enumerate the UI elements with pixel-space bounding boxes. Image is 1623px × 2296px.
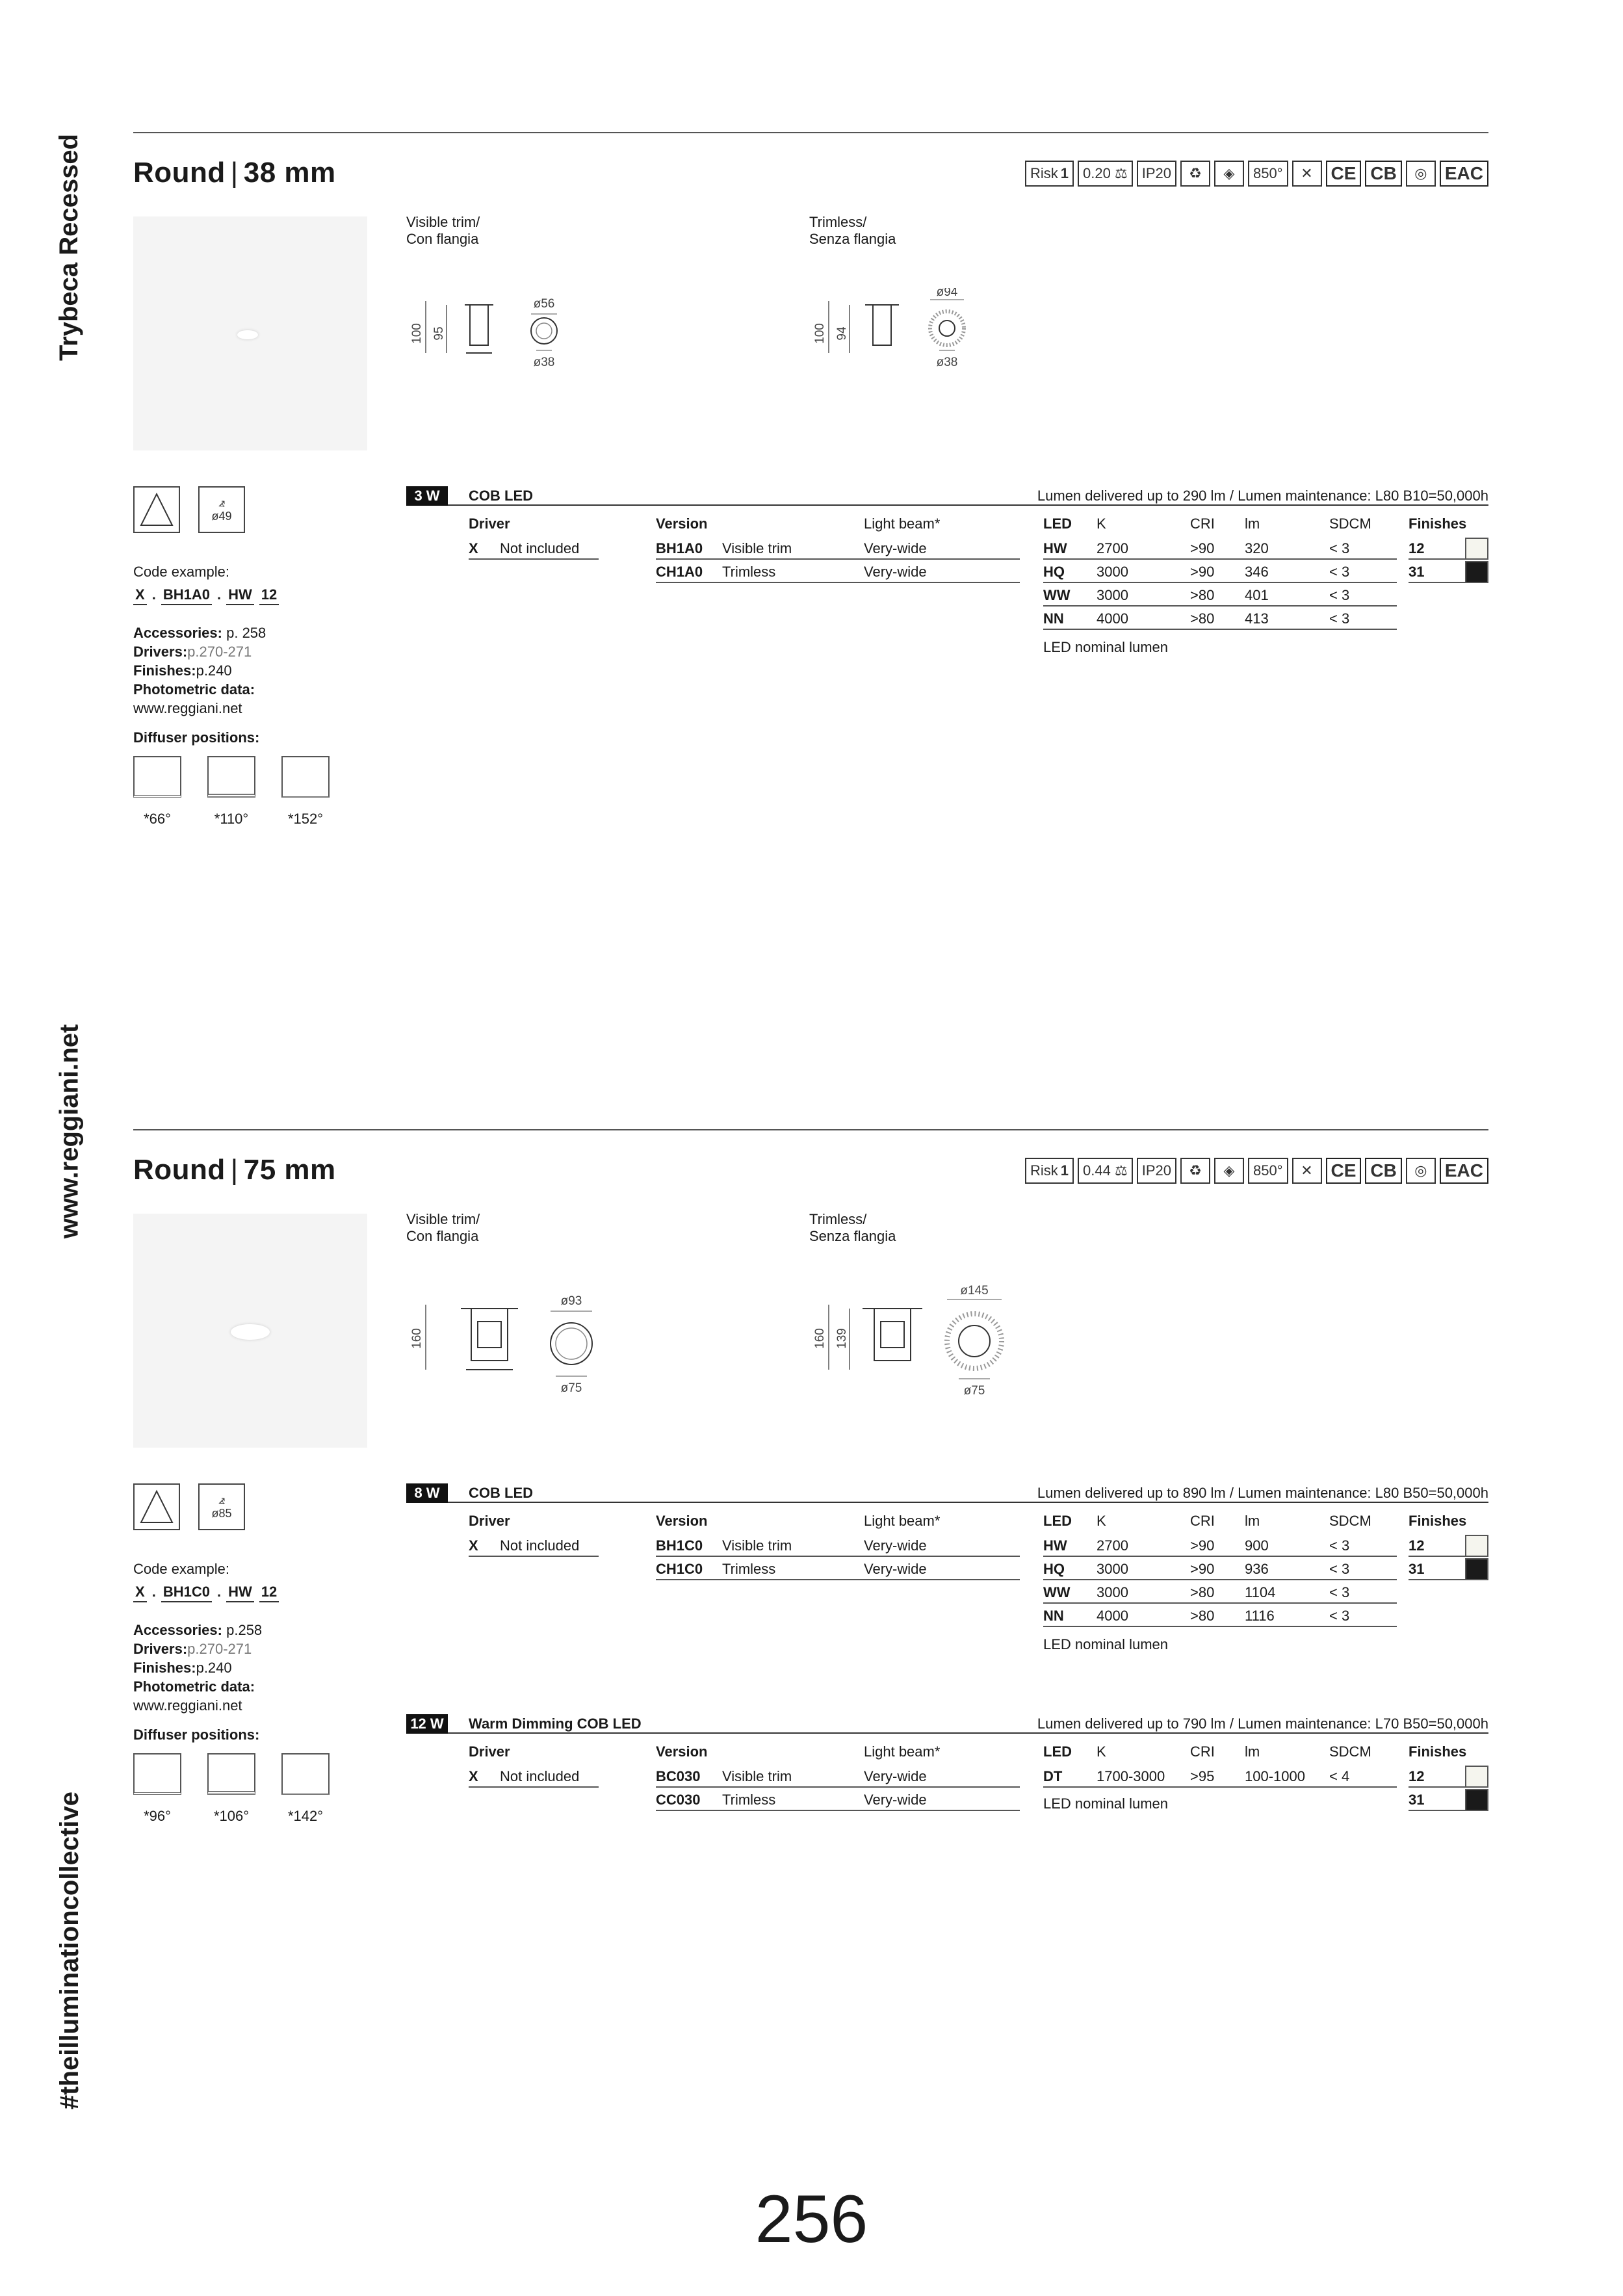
dim-diameter-outer: ø56: [533, 297, 555, 311]
trimless-drawing: [809, 1273, 1017, 1410]
watt-badge: 12 W: [406, 1714, 448, 1734]
led-row[interactable]: WW 3000 >80 401 < 3: [1043, 584, 1397, 607]
diffuser-label: Diffuser positions:: [133, 729, 260, 746]
certification-strip: [1025, 1158, 1488, 1184]
tilt-diameter: ø49: [211, 510, 232, 523]
driver-row[interactable]: X Not included: [469, 1766, 599, 1788]
driver-row[interactable]: X Not included: [469, 1535, 599, 1557]
tilt-diameter: ø85: [211, 1507, 232, 1520]
cb-mark-icon: CB: [1365, 161, 1401, 187]
tilt-icon: ⦨ ø49: [198, 486, 245, 533]
title-size: 75 mm: [243, 1154, 336, 1186]
lumen-info: Lumen delivered up to 290 lm / Lumen maintenance: L80 B10=50,000h: [1037, 488, 1488, 504]
section-title: Round | 38 mm: [133, 157, 336, 189]
dim-height-total: 160: [813, 1328, 827, 1349]
diffuser-position: *142°: [281, 1753, 330, 1825]
product-info: Code example: X . BH1C0 . HW 12 Accessories: p.258 Drivers:p.270-271 Finishes:p.240 Photometric data: www.reggiani.net Diffuser positions: *96° *106° *142°: [133, 1559, 330, 1825]
weight-badge: 0.44 ⚖: [1078, 1158, 1133, 1184]
led-type: COB LED: [469, 1485, 533, 1501]
diffuser-position: *106°: [207, 1753, 255, 1825]
product-photo: [133, 216, 367, 450]
drivers-page-link[interactable]: p.270-271: [187, 1641, 252, 1657]
led-row[interactable]: DT 1700-3000 >95 100-1000 < 4: [1043, 1766, 1397, 1788]
led-type: Warm Dimming COB LED: [469, 1715, 642, 1732]
side-hashtag-text: #theilluminationcollective: [55, 1791, 84, 2109]
section-divider: [133, 1129, 1488, 1130]
watt-badge: 8 W: [406, 1483, 448, 1503]
dim-diameter-inner: ø38: [936, 356, 958, 369]
product-hole: [237, 330, 258, 339]
dim-diameter-outer: ø93: [560, 1294, 582, 1308]
dim-diameter-outer: ø94: [936, 288, 958, 299]
finish-swatch-black: [1465, 1789, 1488, 1811]
dim-height-body: 139: [835, 1328, 849, 1349]
led-row[interactable]: HQ 3000 >90 346 < 3: [1043, 561, 1397, 583]
variant-band-12w: [406, 1714, 1488, 1734]
photometric-link[interactable]: www.reggiani.net: [133, 700, 242, 716]
led-note: LED nominal lumen: [1043, 1795, 1168, 1812]
risk-badge: Risk 1: [1025, 161, 1074, 187]
dim-diameter-outer: ø145: [960, 1284, 989, 1298]
version-row[interactable]: CH1C0 Trimless Very-wide: [656, 1558, 1020, 1580]
visible-trim-drawing: [406, 288, 575, 392]
beam-icons: [133, 486, 245, 533]
spec-table-12w: Driver Version Light beam* LED K CRI lm SDCM Finishes X Not included BC030 Visible trim Very-wide CC030 Trimless Very-wide DT 1700-3000 >95 100-1000 < 4 LED nominal lumen 12 31: [406, 1743, 1488, 1821]
cb-mark-icon: CB: [1365, 1158, 1401, 1184]
ce-mark-icon: CE: [1326, 1158, 1362, 1184]
weight-icon: ⚖: [1115, 165, 1128, 181]
product-hole: [231, 1324, 270, 1340]
led-row[interactable]: NN 4000 >80 1116 < 3: [1043, 1605, 1397, 1627]
section-divider: [133, 132, 1488, 133]
dim-height-total: 100: [410, 323, 424, 344]
spec-table-3w: Driver Version Light beam* LED K CRI lm SDCM Finishes X Not included BH1A0 Visible trim Very-wide CH1A0 Trimless Very-wide HW 2700 >90 320 < 3 HQ 3000 >90 346 < 3 WW 3000 >80 401 < 3 NN 4000 >80 413 < 3 LED nominal lumen 12 31: [406, 515, 1488, 646]
dim-height-body: 94: [835, 326, 849, 341]
version-row[interactable]: CC030 Trimless Very-wide: [656, 1789, 1020, 1811]
dim-diameter-inner: ø75: [963, 1384, 985, 1398]
finish-row[interactable]: 12: [1409, 1766, 1488, 1788]
trimless-label: Trimless/ Senza flangia: [809, 214, 896, 247]
led-row[interactable]: WW 3000 >80 1104 < 3: [1043, 1582, 1397, 1604]
product-section-38mm: [133, 132, 1488, 847]
tilt-icon: ⦨ ø85: [198, 1483, 245, 1530]
code-example: X . BH1C0 . HW 12: [133, 1582, 330, 1602]
no-insulation-icon: ✕: [1292, 1158, 1322, 1184]
dim-diameter-inner: ø75: [560, 1381, 582, 1395]
diffuser-position: *66°: [133, 756, 181, 828]
side-series-text: Trybeca Recessed: [55, 133, 84, 361]
led-row[interactable]: HW 2700 >90 900 < 3: [1043, 1535, 1397, 1557]
diffuser-label: Diffuser positions:: [133, 1727, 260, 1743]
ccc-mark-icon: ◎: [1406, 1158, 1436, 1184]
glow-wire-badge: 850°: [1248, 161, 1288, 187]
code-example: X . BH1A0 . HW 12: [133, 585, 330, 605]
finish-row[interactable]: 12: [1409, 538, 1488, 560]
side-series-label: [40, 117, 99, 377]
watt-badge: 3 W: [406, 486, 448, 506]
variant-band-8w: [406, 1483, 1488, 1503]
photometric-link[interactable]: www.reggiani.net: [133, 1697, 242, 1714]
ip-badge: IP20: [1137, 1158, 1176, 1184]
led-row[interactable]: HW 2700 >90 320 < 3: [1043, 538, 1397, 560]
code-example-label: Code example:: [133, 564, 229, 580]
title-size: 38 mm: [243, 157, 336, 189]
section-title: Round | 75 mm: [133, 1154, 336, 1186]
diffuser-position: *152°: [281, 756, 330, 828]
finish-swatch-white: [1465, 1535, 1488, 1557]
spec-table-8w: Driver Version Light beam* LED K CRI lm SDCM Finishes X Not included BH1C0 Visible trim Very-wide CH1C0 Trimless Very-wide HW 2700 >90 900 < 3 HQ 3000 >90 936 < 3 WW 3000 >80 1104 < 3 NN 4000 >80 1116 < 3 LED nominal lumen 12 31: [406, 1513, 1488, 1643]
beam-triangle-icon: [133, 1483, 180, 1530]
page-number: 256: [755, 2182, 868, 2257]
finish-swatch-black: [1465, 561, 1488, 583]
led-row[interactable]: NN 4000 >80 413 < 3: [1043, 608, 1397, 630]
finish-row[interactable]: 31: [1409, 561, 1488, 583]
code-example-label: Code example:: [133, 1561, 229, 1577]
class-icon: ◈: [1214, 161, 1244, 187]
dim-height-total: 100: [813, 323, 827, 344]
lumen-info: Lumen delivered up to 890 lm / Lumen maintenance: L80 B50=50,000h: [1037, 1485, 1488, 1501]
drivers-page-link[interactable]: p.270-271: [187, 644, 252, 660]
trimless-drawing: [809, 288, 978, 392]
finishes-page[interactable]: p.240: [196, 662, 232, 679]
product-section-75mm: [133, 1129, 1488, 1844]
ip-badge: IP20: [1137, 161, 1176, 187]
version-row[interactable]: BH1C0 Visible trim Very-wide: [656, 1535, 1020, 1557]
version-row[interactable]: BH1A0 Visible trim Very-wide: [656, 538, 1020, 560]
led-type: COB LED: [469, 488, 533, 504]
variant-band-3w: [406, 486, 1488, 506]
glow-wire-badge: 850°: [1248, 1158, 1288, 1184]
trimless-label: Trimless/ Senza flangia: [809, 1211, 896, 1244]
beam-icons: [133, 1483, 245, 1530]
finish-row[interactable]: 31: [1409, 1789, 1488, 1811]
visible-trim-label: Visible trim/ Con flangia: [406, 1211, 480, 1244]
visible-trim-drawing: [406, 1279, 614, 1409]
dim-height-body: 95: [432, 326, 446, 341]
side-hashtag-label: [40, 1768, 99, 2132]
finishes-page[interactable]: p.240: [196, 1660, 232, 1676]
side-website-link[interactable]: www.reggiani.net: [55, 1024, 84, 1238]
finish-row[interactable]: 31: [1409, 1558, 1488, 1580]
ce-mark-icon: CE: [1326, 161, 1362, 187]
finish-swatch-white: [1465, 538, 1488, 560]
risk-badge: Risk 1: [1025, 1158, 1074, 1184]
accessories-page[interactable]: p.258: [226, 1622, 263, 1638]
diffuser-positions: [133, 756, 330, 828]
led-row[interactable]: HQ 3000 >90 936 < 3: [1043, 1558, 1397, 1580]
diffuser-position: *96°: [133, 1753, 181, 1825]
diffuser-position: *110°: [207, 756, 255, 828]
dim-height-total: 160: [410, 1328, 424, 1349]
finish-row[interactable]: 12: [1409, 1535, 1488, 1557]
weight-badge: 0.20 ⚖: [1078, 161, 1133, 187]
certification-strip: [1025, 161, 1488, 187]
recycle-icon: ♻: [1180, 161, 1210, 187]
beam-triangle-icon: [133, 486, 180, 533]
title-shape: Round: [133, 157, 226, 189]
product-photo: [133, 1214, 367, 1448]
product-info: Code example: X . BH1A0 . HW 12 Accessories: p. 258 Drivers:p.270-271 Finishes:p.240 Photometric data: www.reggiani.net Diffuser positions: *66° *110° *152°: [133, 562, 330, 828]
title-shape: Round: [133, 1154, 226, 1186]
lumen-info: Lumen delivered up to 790 lm / Lumen maintenance: L70 B50=50,000h: [1037, 1715, 1488, 1732]
diffuser-positions: [133, 1753, 330, 1825]
finish-swatch-white: [1465, 1766, 1488, 1788]
eac-mark-icon: EAC: [1440, 1158, 1488, 1184]
finish-swatch-black: [1465, 1558, 1488, 1580]
led-note: LED nominal lumen: [1043, 1636, 1168, 1652]
recycle-icon: ♻: [1180, 1158, 1210, 1184]
driver-row[interactable]: X Not included: [469, 538, 599, 560]
dim-diameter-inner: ø38: [533, 356, 555, 369]
class-icon: ◈: [1214, 1158, 1244, 1184]
ccc-mark-icon: ◎: [1406, 161, 1436, 187]
version-row[interactable]: CH1A0 Trimless Very-wide: [656, 561, 1020, 583]
visible-trim-label: Visible trim/ Con flangia: [406, 214, 480, 247]
side-website-label[interactable]: [40, 1001, 99, 1261]
led-note: LED nominal lumen: [1043, 639, 1168, 655]
weight-icon: ⚖: [1115, 1162, 1128, 1179]
no-insulation-icon: ✕: [1292, 161, 1322, 187]
accessories-page[interactable]: p. 258: [226, 625, 266, 641]
eac-mark-icon: EAC: [1440, 161, 1488, 187]
version-row[interactable]: BC030 Visible trim Very-wide: [656, 1766, 1020, 1788]
